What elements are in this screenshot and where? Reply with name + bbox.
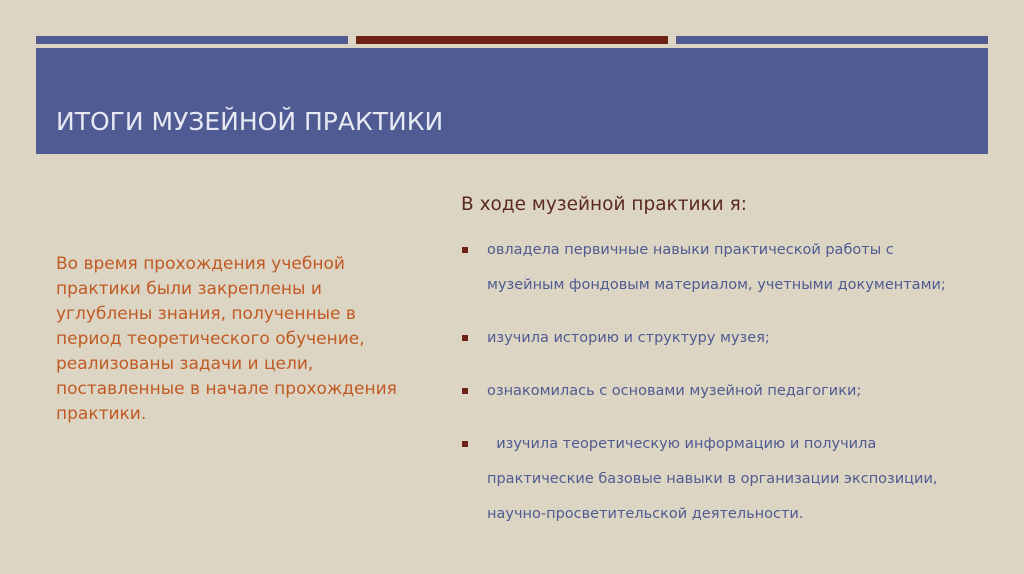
top-stripe-middle [356,36,668,44]
bullet-text: овладела первичные навыки практической работы с музейным фондовым материалом, учетными документами; [487,242,946,293]
top-stripe-right [676,36,988,44]
bullet-item [460,233,970,303]
square-bullet-icon [462,441,468,447]
left-paragraph: Во время прохождения учебной практики были закреплены и углублены знания, полученные в период теоретического обучение, реализованы задачи и цели, поставленные в начале прохождения практики. [56,254,397,424]
slide-title: ИТОГИ МУЗЕЙНОЙ ПРАКТИКИ [56,107,444,136]
title-bar [36,48,988,154]
bullet-item [460,374,970,409]
square-bullet-icon [462,335,468,341]
bullet-text: ознакомилась с основами музейной педагогики; [487,383,862,399]
bullet-text: изучила теоретическую информацию и получила практические базовые навыки в организации экспозиции, научно-просветительской деятельности. [487,436,943,522]
right-heading: В ходе музейной практики я: [461,194,747,215]
results-bullet-list [460,233,970,532]
square-bullet-icon [462,247,468,253]
square-bullet-icon [462,388,468,394]
bullet-item [460,427,970,532]
bullet-item [460,321,970,356]
bullet-text: изучила историю и структуру музея; [487,330,770,346]
top-stripe-left [36,36,348,44]
